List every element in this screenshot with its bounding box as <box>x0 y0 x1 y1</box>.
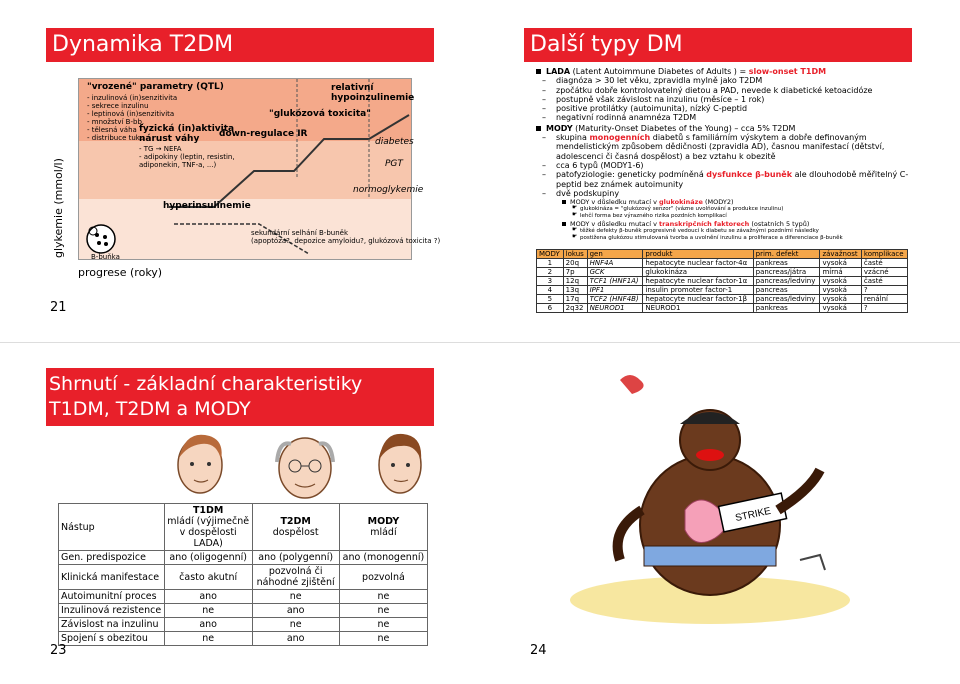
row-label: Závislost na inzulinu <box>59 618 165 632</box>
col-header: komplikace <box>861 250 907 259</box>
qtl-item: - inzulinová (in)senzitivita <box>87 94 178 102</box>
qtl-item: - leptinová (in)senzitivita <box>87 110 175 118</box>
table-row: Nástup T1DM mládí (výjimečně v dospělosti LADA) T2DM dospělost MODY mládí <box>59 504 428 551</box>
table-row: Autoimunitní proces ano ne ne <box>59 590 428 604</box>
slide22-content <box>536 66 916 241</box>
young-adult-face <box>379 434 421 493</box>
slide21-number: 21 <box>50 300 67 315</box>
normoglycemia-label: normoglykemie <box>353 185 424 195</box>
table-row: Inzulinová rezistence ne ano ne <box>59 604 428 618</box>
mody-item: – skupina monogenních diabetů s familiárním výskytem a dobře definovaným mendelistickým způsobem dědičnosti (zpravidla AD), časnou manifestací (dětství, adolescenci či časná dospělost) a bez vztahu k obezitě <box>536 133 916 161</box>
mody-subgroup: MODY v důsledku mutací v transkripčních faktorech (ostatních 5 typů) <box>536 220 916 228</box>
subgroup-detail: ☛ postižena glukózou stimulovaná tvorba a uvolnění inzulinu a proliferace a diferenciace β-buněk <box>536 235 916 242</box>
mody-types-table <box>536 249 908 313</box>
qtl-item: - množství B-bb. <box>87 118 145 126</box>
lada-item: – diagnóza > 30 let věku, zpravidla mylně jako T2DM <box>536 76 916 85</box>
child-face <box>178 435 222 493</box>
subgroup-detail: ☛ těžké defekty β-buněk progresivně vedoucí k diabetu se závažnými pozdními následky <box>536 228 916 235</box>
row-label: Autoimunitní proces <box>59 590 165 604</box>
slide23-title-line2: T1DM, T2DM a MODY <box>49 398 251 420</box>
slide21-title-banner <box>46 28 434 62</box>
ir-down-regulation: down-regulace IR <box>219 129 308 139</box>
slide24-number: 24 <box>530 643 547 658</box>
col-header: MODY <box>367 516 400 527</box>
slide-divider <box>0 342 960 343</box>
col-header: prim. defekt <box>753 250 820 259</box>
col-header: závažnost <box>820 250 861 259</box>
table-row: Klinická manifestace často akutní pozvolná či náhodné zjištění pozvolná <box>59 565 428 590</box>
bcell-label: B-buňka <box>91 253 120 261</box>
qtl-title: "vrozené" parametry (QTL) <box>87 82 224 92</box>
qtl-item: - sekrece inzulinu <box>87 102 149 110</box>
row-label: Spojení s obezitou <box>59 632 165 646</box>
col-header: gen <box>587 250 643 259</box>
obese-cartoon-illustration <box>560 360 860 630</box>
mody-item: – cca 6 typů (MODY1-6) <box>536 161 916 170</box>
hyperinsulinemia-label: hyperinsulinemie <box>163 201 251 211</box>
fat-item: adiponekin, TNF-a, ...) <box>139 161 217 169</box>
secondary-failure-note: sekundární selhání B-buněk (apoptóza?, depozice amyloidu?, glukózová toxicita ?) <box>251 229 441 245</box>
table-header-row <box>537 250 908 259</box>
mody-bullet: MODY (Maturity-Onset Diabetes of the Young) – cca 5% T2DM <box>536 124 916 133</box>
row-label: Inzulinová rezistence <box>59 604 165 618</box>
table-row: 1 20q HNF4A hepatocyte nuclear factor-4α pankreas vysoká časté <box>537 259 908 268</box>
x-axis-label: progrese (roky) <box>78 266 163 279</box>
relative-hypoinsulinemia: relativní hypoinzulinemie <box>331 83 415 103</box>
table-row: 4 13q IPF1 insulin promoter factor-1 pancreas vysoká ? <box>537 286 908 295</box>
mody-subgroup: MODY v důsledku mutací v glukokináze (MODY2) <box>536 198 916 206</box>
subgroup-detail: ☛ glukokináza = "glukózový senzor" (vázne uvolňování a produkce inzulinu) <box>536 206 916 213</box>
qtl-item: - distribuce tuku <box>87 134 145 142</box>
summary-table <box>58 503 428 646</box>
slide23-title-line1: Shrnutí - základní charakteristiky <box>49 373 363 395</box>
t2dm-dynamics-diagram <box>78 78 441 261</box>
fat-title: fyzická (in)aktivita <box>139 124 235 134</box>
col-header: T1DM <box>192 505 224 516</box>
table-row: 3 12q TCF1 (HNF1A) hepatocyte nuclear factor-1α pancreas/ledviny vysoká časté <box>537 277 908 286</box>
table-row: 6 2q32 NEUROD1 NEUROD1 pankreas vysoká ? <box>537 304 908 313</box>
col-header: T2DM <box>280 516 311 527</box>
table-row: Závislost na inzulinu ano ne ne <box>59 618 428 632</box>
strike-sign-text: STRIKE <box>734 505 772 525</box>
row-label: Gen. predispozice <box>59 551 165 565</box>
mody-item: – patofyziologie: geneticky podmíněná dysfunkce β-buněk ale dlouhodobě měřitelný C-peptid bez známek autoimunity <box>536 170 916 189</box>
slide23-title-banner <box>46 368 434 426</box>
faces-illustration <box>165 420 435 510</box>
subgroup-detail: ☛ lehčí forma bez výrazného rizika pozdních komplikací <box>536 213 916 220</box>
table-row: Gen. predispozice ano (oligogenní) ano (polygenní) ano (monogenní) <box>59 551 428 565</box>
slide21-title: Dynamika T2DM <box>52 32 234 57</box>
lada-bullet: LADA (Latent Autoimmune Diabetes of Adults ) = slow-onset T1DM <box>536 67 916 76</box>
lada-item: – positive protilátky (autoimunita), nízký C-peptid <box>536 104 916 113</box>
elderly-face <box>277 438 333 498</box>
table-row: 2 7p GCK glukokináza pancreas/játra mírná vzácné <box>537 268 908 277</box>
mody-item: – dvě podskupiny <box>536 189 916 198</box>
lada-item: – postupně však závislost na inzulinu (měsíce – 1 rok) <box>536 95 916 104</box>
y-axis-label: glykemie (mmol/l) <box>52 158 65 258</box>
lada-item: – negativní rodinná anamnéza T2DM <box>536 113 916 122</box>
col-header: produkt <box>643 250 753 259</box>
diabetes-label: diabetes <box>375 137 414 147</box>
pgt-label: PGT <box>385 159 403 169</box>
slide22-title: Další typy DM <box>530 32 683 57</box>
fat-item: - adipokiny (leptin, resistin, <box>139 153 235 161</box>
fat-item: - TG → NEFA <box>139 145 182 153</box>
col-header: MODY <box>537 250 564 259</box>
slide23-number: 23 <box>50 643 67 658</box>
lada-item: – zpočátku dobře kontrolovatelný dietou a PAD, nevede k diabetické ketoacidóze <box>536 86 916 95</box>
row-label: Nástup <box>59 504 165 551</box>
table-row: 5 17q TCF2 (HNF4B) hepatocyte nuclear factor-1β pancreas/ledviny vysoká renální <box>537 295 908 304</box>
col-header: lokus <box>563 250 587 259</box>
table-row: Spojení s obezitou ne ano ne <box>59 632 428 646</box>
fat-title2: nárust váhy <box>139 134 200 144</box>
glucose-toxicity: "glukózová toxicita" <box>269 109 371 119</box>
slide22-title-banner <box>524 28 912 62</box>
qtl-item: - tělesná váha <box>87 126 137 134</box>
row-label: Klinická manifestace <box>59 565 165 590</box>
